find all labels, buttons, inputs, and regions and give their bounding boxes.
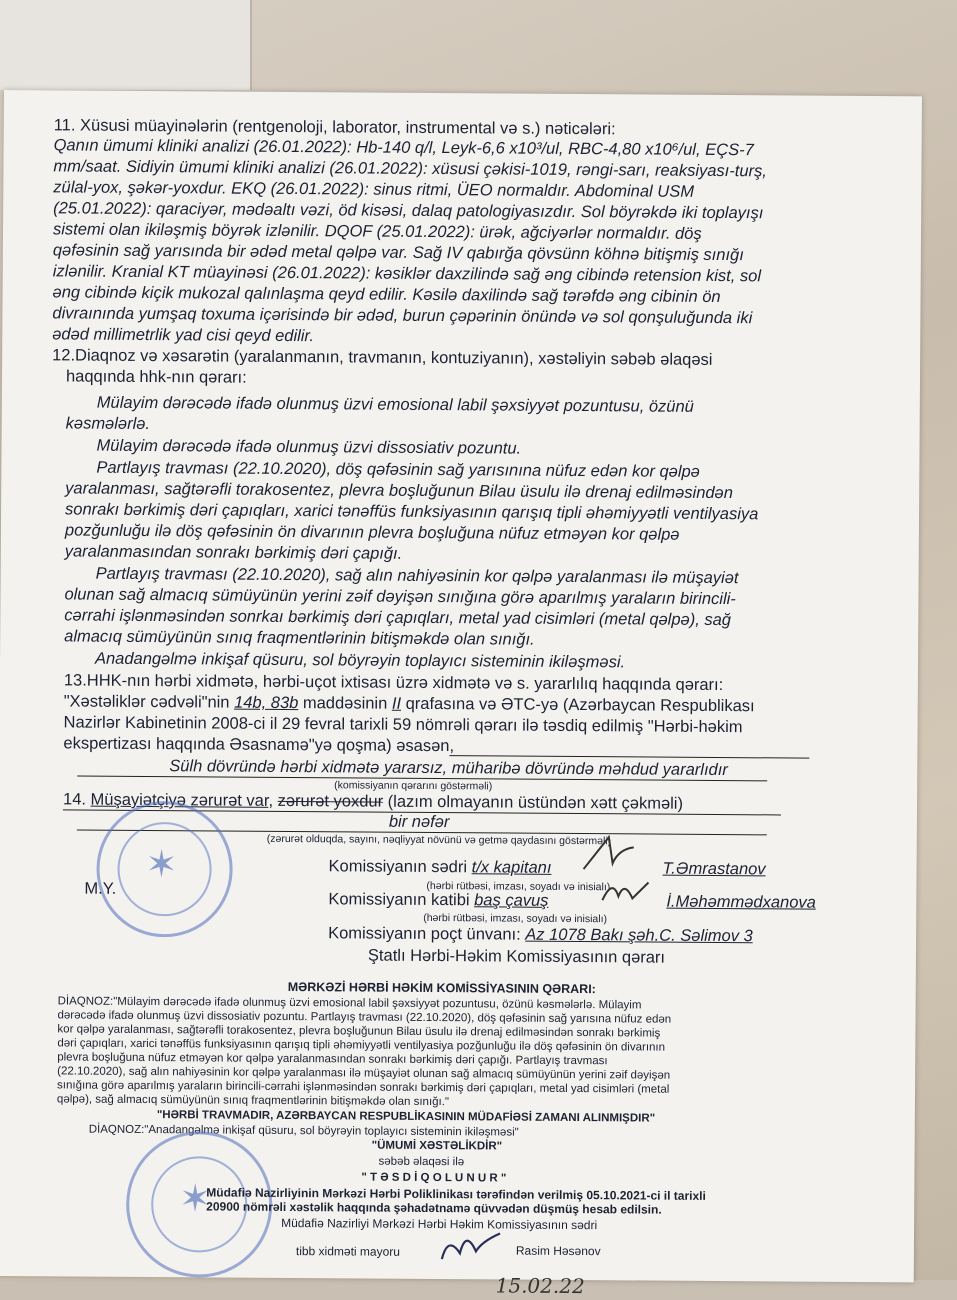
escort-needed: Müşayiətçiyə zərurət var, (90, 790, 274, 810)
chair-name: T.Əmrastanov (662, 859, 766, 879)
section12-heading: haqqında hhk-nın qərarı: (65, 367, 247, 387)
central-verdict: "HƏRBİ TRAVMADIR, AZƏRBAYCAN RESPUBLİKASININ MÜDAFİƏSİ ZAMANI ALINMIŞDIR" (156, 1109, 656, 1125)
central-chair-signature (436, 1223, 506, 1273)
section11-line: ədəd millimetrlik yad cisi qeyd edilir. (52, 325, 315, 346)
section11-line: qəfəsinin sağ yarısında bir ədəd metal qəlpə var. Sağ IV qabırğa qövsünn köhnə bitişmiş sınığı (52, 241, 744, 265)
diagnosis-line: sonrakı bərkimiş dəri çapıqları, xarici tənəffüs funksiyasının qarışıq tipli əhəmiyyətli ventilyasiya (65, 500, 759, 524)
diagnosis-line: kəsmələrlə. (65, 414, 151, 434)
address-line (328, 924, 753, 946)
diagnosis-line: pozğunluğu ilə döş qəfəsinin ön divarının plevra boşluğuna nüfuz etməyən kor qəlpə (64, 521, 680, 544)
section11-line: əng cibində kiçik mukozal qalınlaşma qeyd edilir. Kəsilə daxilində sağ tərəfdə əng cibinin ön (52, 283, 721, 307)
chair-label: Komissiyanın sədri (328, 857, 472, 877)
section13-line: 13.HHK-nın hərbi xidmətə, hərbi-uçot ixtisası üzrə xidmətə və s. yararlılıq haqqında qərarı: (63, 671, 724, 695)
secretary-caption: (hərbi rütbəsi, imzası, soyadı və inisialı) (423, 911, 608, 926)
secretary-rank: baş çavuş (474, 891, 549, 910)
diagnosis-line: olunan sağ almacıq sümüyünün yerini zəif dəyişən sınığına görə aparılmış yaraların birincili- (64, 585, 736, 609)
causal-link: səbəb əlaqəsi ilə (378, 1155, 465, 1169)
section11-heading: 11. Xüsusi müayinələrin (rentgenoloji, laborator, instrumental və s.) nəticələri: (53, 116, 616, 139)
section11-line: mm/saat. Sidiyin ümumi kliniki analizi (26.01.2022): xüsusi çəkisi-1019, rəngi-sarı, reaksiyası-turş, (53, 157, 767, 181)
diagnosis-line: almacıq sümüyünün sınıq fraqmentlərinin bitişməkdə olan sınığı. (64, 627, 535, 649)
seal-place-label: M.Y. (84, 879, 117, 898)
section11-line: zülal-yox, şəkər-yoxdur. EKQ (26.01.2022): sinus ritmi, ÜEO normaldır. Abdominal USM (53, 178, 695, 201)
section11-line: izlənilir. Kranial KT müayinəsi (26.01.2022): kəsiklər daxzilində sağ əng cibində retension kist, sol (52, 262, 762, 286)
central-line: sınığına görə aparılmış yaraların birincili-cərrahi işlənməsindən sonrakı bərkimiş dəri çapıqları, metal yad cisimləri (metal (57, 1079, 670, 1096)
door-frame (0, 0, 252, 90)
diagnosis-line: Partlayış travması (22.10.2020), sağ alın nahiyəsinin kor qəlpə yaralanması ilə müşayiət (95, 564, 739, 588)
central-stamp: ✶ (126, 1131, 273, 1278)
central-chair-name: Rasim Həsənov (515, 1243, 601, 1259)
document-page (0, 90, 922, 1299)
central-diagnosis: DİAQNOZ:"Anadangəlmə inkişaf qüsuru, sol böyrəyin toplayıcı sisteminin ikiləşməsi" (88, 1123, 519, 1139)
text-part: (lazım olmayanın üstündən xətt çəkməli) (383, 792, 684, 813)
diagnosis-line: Partlayış travması (22.10.2020), döş qəfəsinin sağ yarısınına nüfuz edən kor qəlpə (96, 458, 700, 481)
central-line: qəlpə), sağ almacıq sümüyünün sınıq fraqmentlərinin bitişməkdə olan sınığı." (56, 1093, 450, 1109)
diagnosis-line: Mülayim dərəcədə ifadə olunmuş üzvi dissosiativ pozuntu. (96, 436, 522, 458)
central-line: DİAQNOZ:"Mülayim dərəcədə ifadə olunmuş üzvi emosional labil şəxsiyyət pozuntusu, özünü kəsmələrlə. Mülayim (57, 995, 642, 1012)
section11-line: Qanın ümumi kliniki analizi (26.01.2022): Hb-140 q/l, Leyk-6,6 x10³/ul, RBC-4,80 x10⁶/ul, EÇS-7 (53, 136, 754, 160)
text-part: qrafasına və ƏTC-yə (Azərbaycan Respublikası (401, 694, 755, 716)
central-line: kor qəlpə yaralanması, sağtərəfli torakosentez, plevra boşluğunun Bilau üsulu ilə drenaj edilməsindən sonrakı bərkimiş (57, 1023, 661, 1040)
secretary-line (328, 890, 548, 911)
central-line: (22.10.2020), sağ alın nahiyəsinin kor qəlpə yaralanması ilə müşayiət olunan sağ almacıq sümüyünün yerini zəif dəyişən (57, 1065, 671, 1082)
chair-rank: t/x kapitanı (471, 858, 552, 877)
central-line: dəri çapıqları, xarici tənəffüs funksiyasının qarışıq tipli əhəmiyyətli ventilyasiya pozğunluğu ilə döş qəfəsinin ön divarının (57, 1037, 666, 1054)
central-line: plevra boşluğuna nüfuz etməyən kor qəlpə yaralanmasından sonrakı bərkimiş dəri çapığı. Partlayış travması (57, 1051, 608, 1068)
diagnosis-line: yaralanması, sağtərəfli torakosentez, plevra boşluğunun Bilau üsulu ilə drenaj edilməsindən (65, 479, 734, 503)
escort-not-needed: zərurət yoxdur (277, 791, 384, 811)
secretary-label: Komissiyanın katibi (328, 890, 475, 910)
escort-count: bir nəfər (388, 812, 450, 832)
section13-line: Nazirlər Kabinetinin 2008-ci il 29 fevral tarixli 59 nömrəli qərarı ilə təsdiq edilmiş "Hərbi-həkim (63, 713, 743, 737)
section12-heading: 12.Diaqnoz və xəsarətin (yaralanmanın, travmanın, kontuziyanın), xəstəliyin səbəb əlaqəsi (52, 346, 713, 369)
column-number: II (391, 694, 402, 713)
address-label: Komissiyanın poçt ünvanı: (328, 924, 526, 944)
diagnosis-line: cərrahi işlənməsindən sonrkaı bərkimiş dəri çapıqları, metal yad cisimləri (metal qəlpə), sağ (64, 606, 732, 630)
section13-line (64, 692, 755, 716)
commission-decision: Sülh dövründə hərbi xidmətə yararsız, müharibə dövründə məhdud yararlıdır (169, 757, 728, 780)
fill-line (449, 755, 809, 759)
approved-label: " T Ə S D İ Q O L U N U R " (361, 1171, 507, 1185)
section11-line: divraınında yumşaq toxuma içərisində bir ədəd, burun çəpərinin önündə və sol qonşuluğunda iki (52, 304, 753, 328)
central-title: MƏRKƏZİ HƏRBİ HƏKİM KOMİSSİYASININ QƏRARI: (287, 980, 596, 997)
section13-line: ekspertizası haqqında Əsasnamə"yə qoşma) əsasən, (63, 734, 455, 756)
article-numbers: 14b, 83b (234, 693, 299, 713)
section11-line: (25.01.2022): qaraciyər, mədəaltı vəzi, öd kisəsi, dalaq patologiyasızdır. Sol böyrəkdə iki toplayışı (53, 199, 764, 223)
decision-caption: (komissiyanın qərarını göstərməli) (334, 779, 493, 793)
section11-line: sistemi olan ikiləşmiş böyrək izlənilir. DQOF (25.01.2022): ürək, ağciyərlər normaldır. döş (52, 220, 702, 243)
handwritten-date: 15.02.22 (495, 1273, 585, 1299)
diagnosis-line: Mülayim dərəcədə ifadə olunmuş üzvi emosional labil şəxsiyyət pozuntusu, özünü (96, 393, 694, 416)
chair-caption: (hərbi rütbəsi, imzası, soyadı və inisialı) (426, 879, 611, 894)
text-part: maddəsinin (298, 694, 392, 713)
central-chair-rank: tibb xidməti mayoru (295, 1244, 400, 1259)
central-line: dərəcədə ifadə olunmuş üzvi dissosiativ pozuntu. Partlayış travması (22.10.2020), döş qəfəsinin sağ yarısına nüfuz edən (57, 1009, 672, 1026)
certificate-line: Müdafiə Nazirliyinin Mərkəzi Hərbi Poliklinikası tərəfindən verilmiş 05.10.2021-ci il tarixli (206, 1185, 706, 1203)
certificate-line: 20900 nömrəli xəstəlik haqqında şəhadətnamə qüvvədən düşmüş hesab edilsin. (206, 1199, 662, 1217)
chair-line (329, 857, 552, 878)
text-part: "Xəstəliklər cədvəli"nin (63, 692, 235, 712)
address-value: Az 1078 Bakı şəh.C. Səlimov 3 (525, 925, 753, 946)
staff-commission-label: Ştatlı Hərbi-Həkim Komissiyasının qərarı (367, 946, 666, 967)
secretary-name: İ.Məhəmmədxanova (666, 892, 816, 912)
diagnosis-line: yaralanmasından sonrakı bərkimiş dəri çapığı. (64, 542, 403, 563)
official-stamp: ✶ (96, 801, 233, 938)
central-verdict: "ÜMUMİ XƏSTƏLİKDİR" (371, 1139, 503, 1153)
text-part: 14. (62, 790, 91, 809)
secretary-signature (598, 872, 658, 912)
central-chair-title: Müdafiə Nazirliyi Mərkəzi Hərbi Həkim Komissiyasının sədri (281, 1215, 598, 1233)
escort-caption: (zərurət olduqda, sayını, nəqliyyat növünü və getmə qaydasını göstərməli) (266, 832, 612, 848)
diagnosis-line: Anadangəlmə inkişaf qüsuru, sol böyrəyin toplayıcı sisteminin ikiləşməsi. (94, 649, 626, 672)
